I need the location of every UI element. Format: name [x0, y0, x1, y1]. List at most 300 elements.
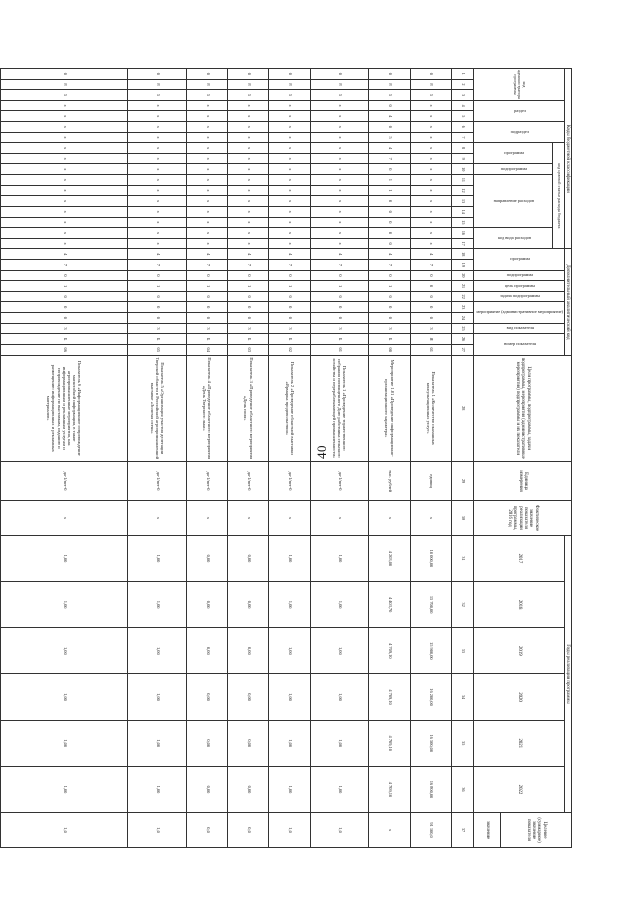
- code-cell: x: [410, 196, 451, 207]
- year-value: 1,00: [128, 582, 187, 628]
- table-row: [410, 69, 451, 848]
- code-cell: 0: [0, 270, 128, 281]
- budget-codes-header: Коды бюджетной классификации: [564, 69, 571, 249]
- table-row: [269, 69, 310, 848]
- code-cell: x: [310, 185, 369, 196]
- table-row: [0, 69, 128, 848]
- program-level-header: [474, 249, 564, 270]
- year-value: 1,00: [128, 720, 187, 766]
- code-cell: 0: [369, 196, 410, 207]
- row-name: Показатель 1 «Проведение торжественного собрания посвященного Дню работника сельского хозяйства и перерабатывающей промышленности»: [310, 355, 369, 461]
- code-cell: x: [0, 228, 128, 239]
- year-value: 0,00: [228, 766, 269, 812]
- year-value: 16 500,00: [410, 720, 451, 766]
- section-header: [474, 100, 564, 121]
- expense-type-header-label: код вида расходов: [497, 234, 531, 240]
- code-cell: 0: [128, 313, 187, 324]
- column-number: 30: [451, 501, 474, 536]
- code-cell: x: [0, 175, 128, 186]
- year-value: 4 403,70: [369, 582, 410, 628]
- event-header-label: мероприятие (административное мероприятие): [476, 309, 564, 315]
- code-cell: 5: [410, 90, 451, 101]
- row-unit: да-1/нет-0: [269, 461, 310, 500]
- row-unit: да-1/нет-0: [310, 461, 369, 500]
- expense-type-header: [474, 228, 553, 249]
- code-cell: x: [310, 100, 369, 111]
- code-cell: x: [186, 238, 227, 249]
- code-cell: 0: [369, 270, 410, 281]
- column-number: 14: [451, 206, 474, 217]
- year-value: 1,00: [0, 535, 128, 581]
- code-cell: 0: [269, 69, 310, 80]
- code-cell: x: [310, 122, 369, 133]
- year-value: 16 200,00: [410, 674, 451, 720]
- code-cell: 4: [369, 111, 410, 122]
- column-number: 11: [451, 175, 474, 186]
- year-value: 1,00: [269, 674, 310, 720]
- code-cell: 7: [269, 260, 310, 271]
- event-header: [474, 302, 564, 323]
- code-cell: x: [410, 206, 451, 217]
- code-cell: x: [269, 143, 310, 154]
- code-cell: x: [228, 206, 269, 217]
- code-cell: 7: [410, 260, 451, 271]
- code-cell: 0: [128, 69, 187, 80]
- year-value: 16 800,00: [410, 766, 451, 812]
- year-value: 1,00: [269, 582, 310, 628]
- code-cell: 8: [128, 79, 187, 90]
- code-cell: 3: [186, 323, 227, 334]
- row-name: Мероприятие 1.01 «Проведение информационно-организационного характера»: [369, 355, 410, 461]
- code-cell: 3: [310, 323, 369, 334]
- column-number: 28: [451, 355, 474, 461]
- years-column-header: Годы реализации программы: [564, 535, 571, 812]
- code-cell: 4: [0, 249, 128, 260]
- code-cell: 06: [0, 344, 128, 355]
- code-cell: 5: [128, 90, 187, 101]
- code-cell: 7: [228, 260, 269, 271]
- code-cell: 0: [369, 228, 410, 239]
- row-unit: да-1/нет-0: [228, 461, 269, 500]
- code-cell: x: [410, 228, 451, 239]
- code-cell: 0: [186, 69, 227, 80]
- code-cell: 3: [369, 323, 410, 334]
- code-cell: 0: [186, 302, 227, 313]
- code-cell: 1: [269, 281, 310, 292]
- code-cell: x: [410, 111, 451, 122]
- code-cell: x: [186, 100, 227, 111]
- code-cell: 4: [128, 249, 187, 260]
- year-value: 1,00: [310, 582, 369, 628]
- code-cell: 1: [128, 281, 187, 292]
- subprogram-header-label: подпрограмма: [501, 165, 528, 171]
- row-unit: тыс. рублей: [369, 461, 410, 500]
- code-cell: 1: [369, 175, 410, 186]
- row-fact: x: [186, 501, 227, 536]
- code-cell: x: [269, 164, 310, 175]
- code-cell: x: [0, 153, 128, 164]
- code-cell: Б: [369, 334, 410, 345]
- code-cell: 0: [186, 313, 227, 324]
- code-cell: 3: [228, 323, 269, 334]
- row-target: 0,0: [228, 813, 269, 848]
- task-header-label: задача подпрограммы: [499, 293, 540, 299]
- direction-header: [474, 175, 553, 228]
- code-cell: x: [410, 153, 451, 164]
- code-cell: x: [269, 228, 310, 239]
- row-unit: да-1/нет-0: [128, 461, 187, 500]
- code-cell: 0: [310, 291, 369, 302]
- code-cell: x: [186, 196, 227, 207]
- table-row: [228, 69, 269, 848]
- code-cell: 0: [310, 270, 369, 281]
- code-cell: 8: [186, 79, 227, 90]
- code-cell: x: [0, 196, 128, 207]
- code-cell: x: [186, 228, 227, 239]
- row-target: 0,0: [186, 813, 227, 848]
- code-cell: 01: [410, 344, 451, 355]
- extra-code-header: Дополнительный аналитический код: [564, 249, 571, 355]
- code-cell: 0: [228, 313, 269, 324]
- code-cell: x: [269, 196, 310, 207]
- code-cell: 0: [228, 270, 269, 281]
- code-cell: x: [0, 132, 128, 143]
- table-row: [310, 69, 369, 848]
- code-cell: 7: [369, 260, 410, 271]
- code-cell: 4: [228, 249, 269, 260]
- code-cell: x: [128, 175, 187, 186]
- year-value: 1,00: [128, 674, 187, 720]
- code-cell: 0: [310, 69, 369, 80]
- code-cell: 7: [186, 260, 227, 271]
- code-cell: x: [228, 217, 269, 228]
- column-number: 25: [451, 323, 474, 334]
- code-cell: 1: [228, 281, 269, 292]
- fact-column-header: Фактическое значение показателя реализации программы, 2016 год: [474, 501, 572, 536]
- code-cell: 0: [228, 291, 269, 302]
- name-column-header: Цели программы, подпрограммы, задачи подпрограммы, мероприятия (административные мероприятия) подпрограммы и их показатели: [474, 355, 572, 461]
- code-cell: Б: [310, 334, 369, 345]
- code-cell: 0: [186, 270, 227, 281]
- code-cell: x: [186, 111, 227, 122]
- row-fact: x: [269, 501, 310, 536]
- year-value: 0,00: [186, 628, 227, 674]
- row-fact: x: [410, 501, 451, 536]
- admin-code-header: код администратора программы: [474, 69, 564, 101]
- column-number: 34: [451, 674, 474, 720]
- code-cell: x: [228, 238, 269, 249]
- code-cell: 0: [369, 291, 410, 302]
- code-cell: x: [410, 175, 451, 186]
- year-value: 4 709,10: [369, 720, 410, 766]
- column-number: 17: [451, 238, 474, 249]
- code-cell: 8: [410, 79, 451, 90]
- year-value: 0,00: [228, 628, 269, 674]
- code-cell: 02: [269, 344, 310, 355]
- year-value: 0,00: [186, 674, 227, 720]
- table-row: [369, 69, 410, 848]
- code-cell: 8: [269, 79, 310, 90]
- code-cell: 0: [228, 69, 269, 80]
- code-cell: x: [310, 143, 369, 154]
- code-cell: 0: [369, 302, 410, 313]
- code-cell: x: [310, 111, 369, 122]
- code-cell: x: [0, 164, 128, 175]
- year-value: 1,00: [0, 674, 128, 720]
- code-cell: x: [410, 164, 451, 175]
- code-cell: x: [128, 217, 187, 228]
- target-article-header: код целевой статьи расхода бюджета: [553, 143, 564, 249]
- subsection-header-label: подраздел: [510, 128, 530, 134]
- code-cell: 1: [186, 281, 227, 292]
- column-number: 20: [451, 270, 474, 281]
- column-number: 2: [451, 79, 474, 90]
- row-target: 91 100,0: [410, 813, 451, 848]
- year-value: 0,00: [186, 535, 227, 581]
- code-cell: 0: [369, 238, 410, 249]
- code-cell: 0: [410, 291, 451, 302]
- code-cell: Б: [0, 334, 128, 345]
- row-unit: да-1/нет-0: [0, 461, 128, 500]
- direction-header-label: направление расходов: [493, 197, 535, 203]
- code-cell: Б: [186, 334, 227, 345]
- indicator-kind-header-label: вид показателя: [506, 325, 534, 331]
- program-indicator-table: [0, 68, 572, 848]
- code-cell: 0: [310, 302, 369, 313]
- code-cell: x: [410, 217, 451, 228]
- code-cell: 7: [0, 260, 128, 271]
- code-cell: Б: [269, 334, 310, 345]
- code-cell: 0: [369, 313, 410, 324]
- code-cell: 0: [269, 302, 310, 313]
- code-cell: 0: [0, 291, 128, 302]
- code-cell: x: [128, 100, 187, 111]
- year-value: 10 000,00: [410, 535, 451, 581]
- year-value: 1,00: [310, 674, 369, 720]
- row-unit: единиц: [410, 461, 451, 500]
- code-cell: x: [228, 164, 269, 175]
- code-cell: 03: [228, 344, 269, 355]
- code-cell: 7: [369, 153, 410, 164]
- code-cell: 1: [0, 281, 128, 292]
- code-cell: x: [128, 238, 187, 249]
- year-value: 0,00: [228, 582, 269, 628]
- column-number: 24: [451, 313, 474, 324]
- indicator-number-header-label: номер показателя: [503, 341, 536, 347]
- code-cell: x: [186, 143, 227, 154]
- indicator-kind-header: [474, 323, 564, 334]
- code-cell: x: [128, 143, 187, 154]
- row-target: 1,0: [128, 813, 187, 848]
- unit-column-header: Единица измерения: [474, 461, 572, 500]
- code-cell: 01: [310, 344, 369, 355]
- code-cell: 0: [269, 291, 310, 302]
- column-number: 19: [451, 260, 474, 271]
- subsection-header: [474, 122, 564, 143]
- code-cell: x: [269, 206, 310, 217]
- code-cell: x: [0, 122, 128, 133]
- code-cell: 3: [128, 323, 187, 334]
- code-cell: x: [269, 175, 310, 186]
- code-cell: 0: [310, 313, 369, 324]
- indicator-number-header: [474, 334, 564, 355]
- code-cell: 7: [128, 260, 187, 271]
- code-cell: 8: [310, 79, 369, 90]
- page-number: 40: [314, 445, 329, 459]
- year-value: 1,00: [0, 766, 128, 812]
- column-number-row: [451, 69, 474, 848]
- code-cell: 0: [369, 69, 410, 80]
- code-cell: 0: [369, 206, 410, 217]
- row-name: Показатель 3 «Проведение областного мероприятия «День поля»: [228, 355, 269, 461]
- code-cell: 1: [310, 281, 369, 292]
- code-cell: 8: [228, 79, 269, 90]
- code-cell: 0: [128, 270, 187, 281]
- code-cell: 3: [0, 323, 128, 334]
- code-cell: x: [228, 122, 269, 133]
- column-number: 26: [451, 334, 474, 345]
- code-cell: x: [0, 100, 128, 111]
- code-cell: x: [186, 175, 227, 186]
- row-fact: x: [369, 501, 410, 536]
- row-name: Показатель 4 «Проведение областного мероприятия «День Тверского льна»: [186, 355, 227, 461]
- subprogram-header: [474, 164, 553, 175]
- header-row: [564, 69, 571, 848]
- code-cell: x: [310, 228, 369, 239]
- code-cell: 4: [310, 249, 369, 260]
- column-number: 5: [451, 111, 474, 122]
- year-value: 1,00: [0, 628, 128, 674]
- code-cell: x: [410, 185, 451, 196]
- year-value: 1,00: [0, 720, 128, 766]
- code-cell: x: [0, 111, 128, 122]
- code-cell: x: [128, 206, 187, 217]
- code-cell: x: [310, 206, 369, 217]
- code-cell: 00: [369, 344, 410, 355]
- year-value: 1,00: [269, 535, 310, 581]
- code-cell: 4: [369, 143, 410, 154]
- code-cell: 0: [369, 100, 410, 111]
- code-cell: x: [310, 238, 369, 249]
- column-number: 37: [451, 813, 474, 848]
- year-header-2022: 2022: [474, 766, 564, 812]
- row-name: Показатель 1 «Количество оказанных консультационных услуг»: [410, 355, 451, 461]
- column-number: 29: [451, 461, 474, 500]
- year-value: 0,00: [228, 674, 269, 720]
- code-cell: x: [269, 111, 310, 122]
- year-value: 1,00: [0, 582, 128, 628]
- value-header: значение: [474, 813, 501, 848]
- code-cell: x: [269, 185, 310, 196]
- code-cell: x: [128, 153, 187, 164]
- code-cell: x: [310, 164, 369, 175]
- code-cell: x: [186, 217, 227, 228]
- code-cell: 3: [410, 323, 451, 334]
- column-number: 18: [451, 249, 474, 260]
- code-cell: x: [186, 132, 227, 143]
- year-value: 4 709,10: [369, 766, 410, 812]
- rotated-table: [46, 68, 572, 848]
- column-number: 31: [451, 535, 474, 581]
- code-cell: x: [269, 217, 310, 228]
- row-target: 1,0: [0, 813, 128, 848]
- code-cell: 0: [128, 291, 187, 302]
- year-value: 1,00: [310, 535, 369, 581]
- column-number: 33: [451, 628, 474, 674]
- code-cell: 4: [369, 249, 410, 260]
- column-number: 7: [451, 132, 474, 143]
- year-header-2018: 2018: [474, 582, 564, 628]
- column-number: 36: [451, 766, 474, 812]
- year-value: 1,00: [310, 766, 369, 812]
- code-cell: x: [128, 185, 187, 196]
- code-cell: 5: [269, 90, 310, 101]
- code-cell: x: [0, 238, 128, 249]
- year-header-2020: 2020: [474, 674, 564, 720]
- code-cell: x: [128, 164, 187, 175]
- code-cell: 1: [369, 185, 410, 196]
- rotated-table-frame: [46, 68, 572, 848]
- code-cell: 0: [369, 164, 410, 175]
- target-column-header: Целевое (суммарное) значение показателя: [501, 813, 572, 848]
- code-cell: 5: [0, 90, 128, 101]
- code-cell: 0: [410, 281, 451, 292]
- code-cell: 0: [186, 291, 227, 302]
- code-cell: x: [310, 196, 369, 207]
- code-cell: 3: [269, 323, 310, 334]
- column-number: 12: [451, 185, 474, 196]
- code-cell: 0: [269, 313, 310, 324]
- code-cell: 0: [410, 69, 451, 80]
- code-cell: x: [186, 164, 227, 175]
- code-cell: 5: [369, 132, 410, 143]
- goal-header-label: цель программы: [504, 282, 535, 288]
- column-number: 15: [451, 217, 474, 228]
- code-cell: x: [128, 132, 187, 143]
- column-number: 6: [451, 122, 474, 133]
- code-cell: 0: [369, 122, 410, 133]
- code-cell: x: [269, 122, 310, 133]
- row-fact: x: [310, 501, 369, 536]
- code-cell: 04: [186, 344, 227, 355]
- year-value: 1,00: [310, 720, 369, 766]
- year-value: 15 900,00: [410, 628, 451, 674]
- code-cell: x: [228, 175, 269, 186]
- code-cell: x: [410, 100, 451, 111]
- code-cell: x: [228, 153, 269, 164]
- code-cell: 8: [369, 79, 410, 90]
- code-cell: x: [0, 206, 128, 217]
- column-number: 4: [451, 100, 474, 111]
- code-cell: x: [310, 132, 369, 143]
- code-cell: x: [269, 153, 310, 164]
- table-row: [186, 69, 227, 848]
- code-cell: x: [228, 111, 269, 122]
- column-number: 21: [451, 281, 474, 292]
- year-header-2019: 2019: [474, 628, 564, 674]
- code-cell: x: [228, 132, 269, 143]
- year-value: 1,00: [269, 628, 310, 674]
- column-number: 10: [451, 164, 474, 175]
- year-value: 1,00: [128, 535, 187, 581]
- code-cell: x: [310, 153, 369, 164]
- row-fact: x: [228, 501, 269, 536]
- code-cell: x: [128, 111, 187, 122]
- code-cell: Б: [128, 334, 187, 345]
- code-cell: x: [269, 238, 310, 249]
- program-header-label: программа: [504, 149, 525, 155]
- year-value: 1,00: [269, 766, 310, 812]
